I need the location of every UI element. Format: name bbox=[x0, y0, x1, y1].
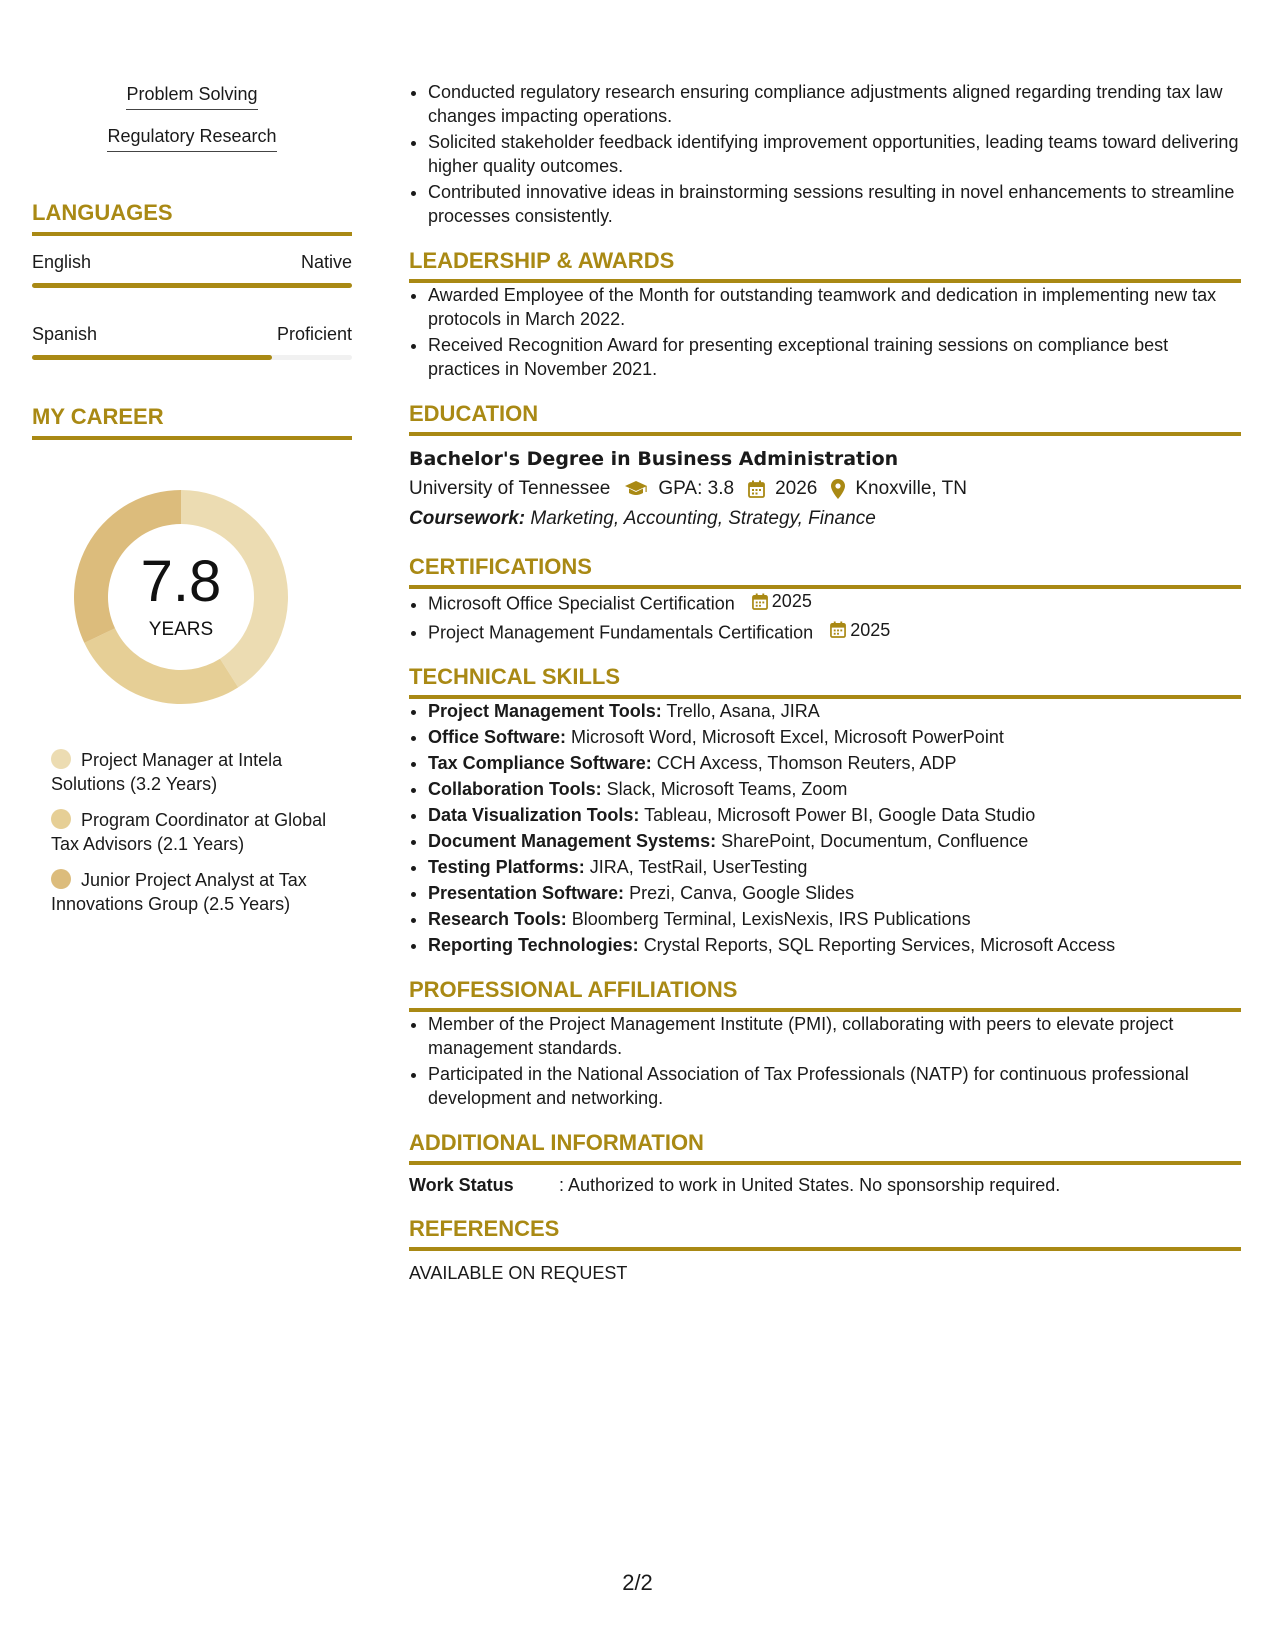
work-status-value: : Authorized to work in United States. No sponsorship required. bbox=[559, 1175, 1061, 1195]
language-name: English bbox=[32, 252, 92, 272]
languages-list bbox=[32, 252, 352, 360]
languages-heading: LANGUAGES bbox=[32, 200, 352, 236]
certifications-list bbox=[409, 589, 1241, 644]
language-name: Spanish bbox=[32, 324, 98, 344]
certification-name: Microsoft Office Specialist Certification bbox=[428, 593, 735, 614]
certification-item bbox=[428, 618, 1241, 645]
experience-bullet: • Conducted regulatory research ensuring compliance adjustments aligned regarding trending tax law changes impacting operations. bbox=[428, 80, 1241, 128]
education-year: 2026 bbox=[775, 478, 818, 499]
skill-category: Research Tools: bbox=[428, 909, 567, 929]
skill-category: Project Management Tools: bbox=[428, 701, 662, 721]
references-text: AVAILABLE ON REQUEST bbox=[409, 1263, 628, 1283]
education-gpa: GPA: 3.8 bbox=[658, 478, 735, 499]
skill-values: Prezi, Canva, Google Slides bbox=[629, 883, 855, 903]
technical-skill-item bbox=[428, 803, 1241, 827]
skill-category: Document Management Systems: bbox=[428, 831, 717, 851]
education-location: Knoxville, TN bbox=[855, 478, 967, 499]
career-legend bbox=[51, 748, 341, 916]
career-legend-item bbox=[51, 808, 341, 856]
education-heading: EDUCATION bbox=[409, 401, 1241, 436]
education-details bbox=[409, 478, 1241, 500]
language-bar bbox=[32, 283, 352, 288]
leadership-section bbox=[409, 248, 1241, 381]
language-bar-fill bbox=[32, 355, 272, 360]
skill-category: Data Visualization Tools: bbox=[428, 805, 640, 825]
certification-year: 2025 bbox=[771, 591, 812, 611]
career-legend-item bbox=[51, 748, 341, 796]
career-heading: MY CAREER bbox=[32, 404, 352, 440]
experience-bullet: • Solicited stakeholder feedback identifying improvement opportunities, leading teams toward delivering higher quality outcomes. bbox=[428, 130, 1241, 178]
donut-center bbox=[66, 482, 296, 712]
language-bar bbox=[32, 355, 352, 360]
graduation-cap-icon bbox=[624, 480, 648, 498]
skill-values: JIRA, TestRail, UserTesting bbox=[589, 857, 808, 877]
education-section bbox=[409, 401, 1241, 530]
career-donut-chart bbox=[66, 482, 296, 712]
technical-skill-item bbox=[428, 881, 1241, 905]
technical-skills-section bbox=[409, 664, 1241, 957]
calendar-icon bbox=[830, 621, 846, 638]
skill-category: Testing Platforms: bbox=[428, 857, 585, 877]
page-number: 2/2 bbox=[622, 1570, 653, 1595]
technical-skills-heading: TECHNICAL SKILLS bbox=[409, 664, 1241, 699]
education-coursework bbox=[409, 508, 1241, 530]
right-column bbox=[409, 80, 1241, 1284]
technical-skill-item bbox=[428, 751, 1241, 775]
skill-values: Trello, Asana, JIRA bbox=[666, 701, 820, 721]
certifications-heading: CERTIFICATIONS bbox=[409, 554, 1241, 589]
additional-info-heading: ADDITIONAL INFORMATION bbox=[409, 1130, 1241, 1165]
skill-values: CCH Axcess, Thomson Reuters, ADP bbox=[656, 753, 957, 773]
technical-skill-item bbox=[428, 829, 1241, 853]
affiliations-section bbox=[409, 977, 1241, 1110]
work-status-row bbox=[409, 1175, 1241, 1196]
skill-tag: Regulatory Research bbox=[107, 126, 276, 152]
experience-bullets bbox=[409, 80, 1241, 228]
skill-category: Collaboration Tools: bbox=[428, 779, 602, 799]
leadership-item: • Awarded Employee of the Month for outstanding teamwork and dedication in implementing new tax protocols in March 2022. bbox=[428, 283, 1241, 331]
affiliation-item: • Participated in the National Association of Tax Professionals (NATP) for continuous professional development and networking. bbox=[428, 1062, 1241, 1110]
technical-skill-item bbox=[428, 907, 1241, 931]
skill-values: Bloomberg Terminal, LexisNexis, IRS Publications bbox=[571, 909, 971, 929]
affiliations-list bbox=[409, 1012, 1241, 1110]
work-status-label: Work Status bbox=[409, 1175, 514, 1195]
language-item bbox=[32, 324, 352, 345]
career-legend-item bbox=[51, 868, 341, 916]
language-item bbox=[32, 252, 352, 273]
map-pin-icon bbox=[831, 479, 845, 499]
certification-year: 2025 bbox=[850, 619, 891, 640]
skill-values: Slack, Microsoft Teams, Zoom bbox=[606, 779, 848, 799]
career-total-unit: YEARS bbox=[148, 619, 214, 640]
leadership-list bbox=[409, 283, 1241, 381]
skill-category: Reporting Technologies: bbox=[428, 935, 639, 955]
skill-category: Office Software: bbox=[428, 727, 567, 747]
experience-bullet: • Contributed innovative ideas in brainstorming sessions resulting in novel enhancements to streamline processes consistently. bbox=[428, 180, 1241, 228]
technical-skill-item bbox=[428, 699, 1241, 723]
leadership-item: • Received Recognition Award for presenting exceptional training sessions on compliance best practices in November 2021. bbox=[428, 333, 1241, 381]
skill-category: Presentation Software: bbox=[428, 883, 625, 903]
education-degree: Bachelor's Degree in Business Administration bbox=[409, 448, 899, 470]
skill-category: Tax Compliance Software: bbox=[428, 753, 652, 773]
skill-values: Crystal Reports, SQL Reporting Services, Microsoft Access bbox=[643, 935, 1116, 955]
career-legend-label: Junior Project Analyst at Tax Innovations Group (2.5 Years) bbox=[51, 870, 307, 914]
technical-skill-item bbox=[428, 855, 1241, 879]
certifications-section bbox=[409, 554, 1241, 644]
skill-values: Microsoft Word, Microsoft Excel, Microsoft PowerPoint bbox=[571, 727, 1004, 747]
language-level: Proficient bbox=[276, 324, 352, 344]
left-column bbox=[32, 84, 352, 928]
certification-date bbox=[830, 618, 890, 642]
technical-skill-item bbox=[428, 777, 1241, 801]
career-legend-label: Project Manager at Intela Solutions (3.2 Years) bbox=[51, 750, 283, 794]
legend-dot bbox=[51, 869, 71, 889]
language-bar-fill bbox=[32, 283, 352, 288]
leadership-heading: LEADERSHIP & AWARDS bbox=[409, 248, 1241, 283]
language-level: Native bbox=[300, 252, 352, 272]
calendar-icon bbox=[752, 593, 768, 610]
references-heading: REFERENCES bbox=[409, 1216, 1241, 1251]
technical-skill-item bbox=[428, 725, 1241, 749]
affiliation-item: • Member of the Project Management Institute (PMI), collaborating with peers to elevate project management standards. bbox=[428, 1012, 1241, 1060]
technical-skills-list bbox=[409, 699, 1241, 957]
certification-date bbox=[752, 589, 812, 613]
skill-values: SharePoint, Documentum, Confluence bbox=[721, 831, 1029, 851]
coursework-label: Coursework: bbox=[409, 508, 526, 529]
education-school: University of Tennessee bbox=[409, 478, 611, 499]
career-total-value: 7.8 bbox=[140, 549, 222, 614]
technical-skill-item bbox=[428, 933, 1241, 957]
skill-values: Tableau, Microsoft Power BI, Google Data Studio bbox=[644, 805, 1036, 825]
legend-dot bbox=[51, 749, 71, 769]
certification-name: Project Management Fundamentals Certification bbox=[428, 622, 814, 642]
legend-dot bbox=[51, 809, 71, 829]
additional-info-section bbox=[409, 1130, 1241, 1196]
references-section bbox=[409, 1216, 1241, 1284]
affiliations-heading: PROFESSIONAL AFFILIATIONS bbox=[409, 977, 1241, 1012]
career-legend-label: Program Coordinator at Global Tax Advisors (2.1 Years) bbox=[51, 810, 327, 854]
calendar-icon bbox=[748, 480, 765, 498]
certification-item bbox=[428, 589, 1241, 616]
coursework-value: Marketing, Accounting, Strategy, Finance bbox=[530, 508, 876, 529]
skill-tag: Problem Solving bbox=[126, 84, 257, 110]
